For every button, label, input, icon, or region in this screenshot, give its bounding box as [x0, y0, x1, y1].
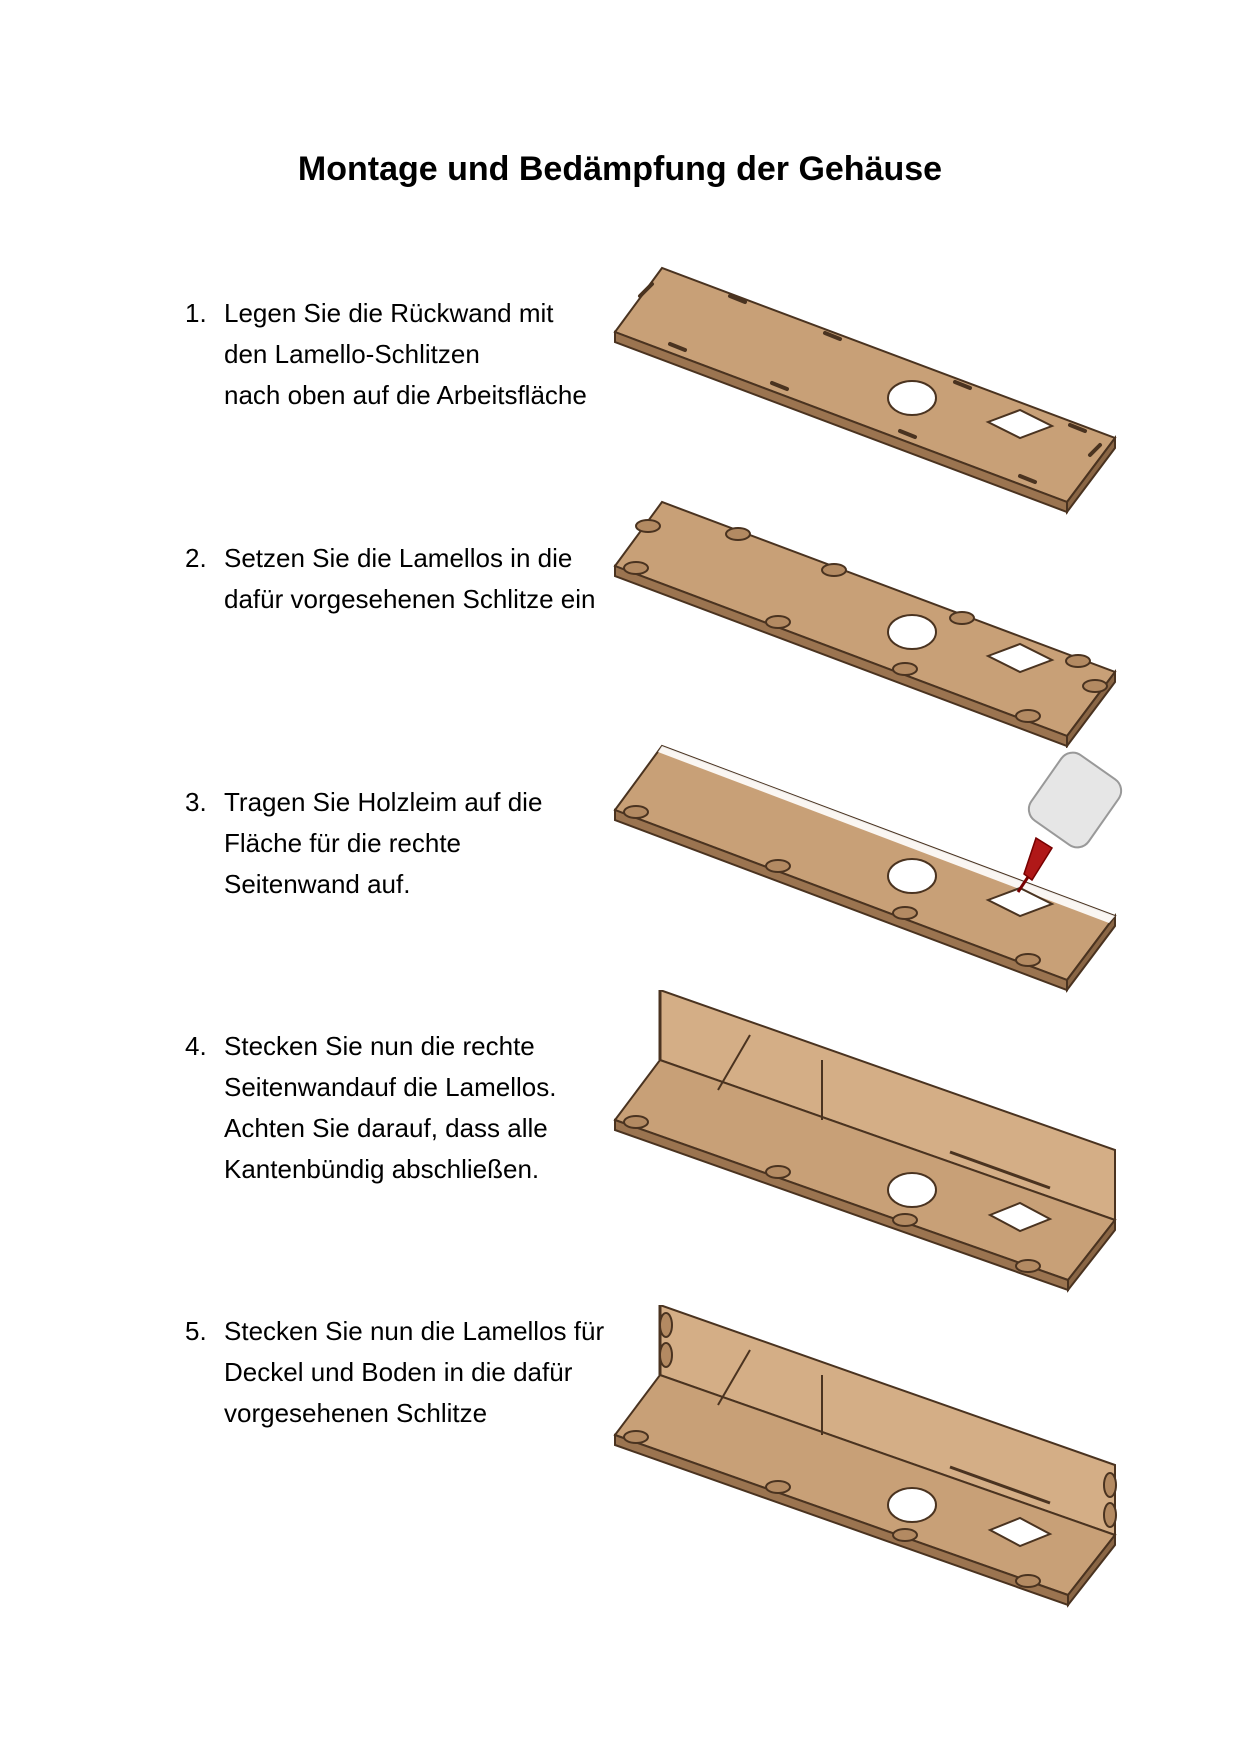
step-line: Kantenbündig abschließen.: [224, 1154, 540, 1184]
step-3: [185, 782, 625, 905]
step-line: Legen Sie die Rückwand mit: [224, 298, 554, 328]
page-title: Montage und Bedämpfung der Gehäuse: [297, 150, 943, 188]
step-line: Seitenwand auf.: [224, 869, 411, 899]
glue-bottle-icon: [1018, 747, 1127, 892]
step-line: nach oben auf die Arbeitsfläche: [224, 380, 587, 410]
step-1: [185, 293, 625, 416]
step-line: Seitenwandauf die Lamellos.: [224, 1072, 557, 1102]
figure-back-panel: [600, 260, 1140, 520]
step-number: 1.: [185, 298, 207, 328]
figure-side-wall-attached: [600, 990, 1140, 1310]
step-line: Stecken Sie nun die Lamellos für: [224, 1316, 605, 1346]
step-number: 2.: [185, 543, 207, 573]
step-number: 3.: [185, 787, 207, 817]
step-line: Tragen Sie Holzleim auf die: [224, 787, 543, 817]
step-line: Deckel und Boden in die dafür: [224, 1357, 573, 1387]
step-line: Stecken Sie nun die rechte: [224, 1031, 535, 1061]
step-line: Fläche für die rechte: [224, 828, 462, 858]
figure-panel-with-lamellos: [600, 498, 1140, 748]
step-line: dafür vorgesehenen Schlitze ein: [224, 584, 596, 614]
step-line: Achten Sie darauf, dass alle: [224, 1113, 548, 1143]
step-number: 4.: [185, 1031, 207, 1061]
step-4: [185, 1026, 625, 1190]
step-number: 5.: [185, 1316, 207, 1346]
figure-top-bottom-lamellos: [600, 1305, 1140, 1625]
step-line: Setzen Sie die Lamellos in die: [224, 543, 573, 573]
step-line: vorgesehenen Schlitze: [224, 1398, 488, 1428]
figure-glue-application: [600, 740, 1140, 1000]
step-line: den Lamello-Schlitzen: [224, 339, 480, 369]
step-2: [185, 538, 625, 620]
step-5: [185, 1311, 625, 1434]
